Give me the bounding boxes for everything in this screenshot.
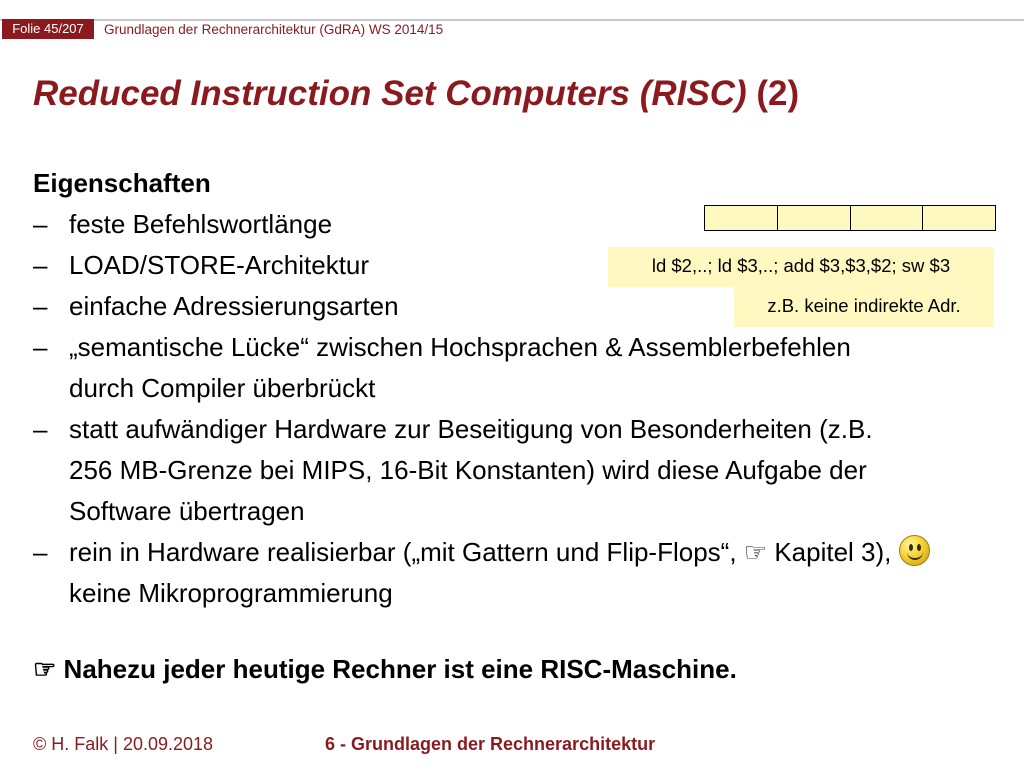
bullet-dash: – [33,209,48,239]
course-title: Grundlagen der Rechnerarchitektur (GdRA) WS 2014/15 [104,22,444,37]
bullet-item [33,327,930,368]
bullet-text: statt aufwändiger Hardware zur Beseitigung von Besonderheiten (z.B. [69,414,873,444]
slide-title-main: Reduced Instruction Set Computers (RISC) [33,74,747,113]
bullet-item [33,409,930,450]
bullet-continuation: Software übertragen [69,496,305,526]
bullet-continuation: durch Compiler überbrückt [69,373,376,403]
slide-title-suffix: (2) [756,74,800,113]
conclusion [33,654,737,685]
instruction-field [851,206,924,230]
footer-chapter: 6 - Grundlagen der Rechnerarchitektur [325,734,656,754]
bullet-text: einfache Adressierungsarten [69,291,399,321]
load-store-example-note: ld $2,..; ld $3,..; add $3,$3,$2; sw $3 [608,247,994,287]
bullet-continuation: keine Mikroprogrammierung [69,578,393,608]
slide-number: Folie 45/207 [2,19,94,39]
bullet-dash: – [33,291,48,321]
pointer-icon: ☞ [33,654,57,684]
smiley-icon [899,535,930,566]
bullet-text: feste Befehlswortlänge [69,209,333,239]
bullet-text: rein in Hardware realisierbar („mit Gattern und Flip-Flops“, [69,537,744,567]
bullet-text: „semantische Lücke“ zwischen Hochsprachen & Assemblerbefehlen [69,332,851,362]
bullet-item [33,532,930,573]
bullet-dash: – [33,537,48,567]
bullet-dash: – [33,332,48,362]
header-divider [0,19,1024,21]
slide-title [33,74,799,114]
instruction-field [923,206,995,230]
section-heading: Eigenschaften [33,168,211,198]
bullet-dash: – [33,250,48,280]
bullet-dash: – [33,414,48,444]
bullet-text-reference: Kapitel 3), [774,537,899,567]
conclusion-text: Nahezu jeder heutige Rechner ist eine RISC-Maschine. [63,654,737,684]
bullet-text: LOAD/STORE-Architektur [69,250,370,280]
instruction-word-diagram [704,205,996,231]
instruction-field [705,206,778,230]
bullet-continuation: 256 MB-Grenze bei MIPS, 16-Bit Konstanten) wird diese Aufgabe der [69,455,867,485]
pointer-icon: ☞ [743,537,768,567]
footer-author: © H. Falk | 20.09.2018 [33,734,214,754]
instruction-field [778,206,851,230]
addressing-example-note: z.B. keine indirekte Adr. [734,287,994,327]
